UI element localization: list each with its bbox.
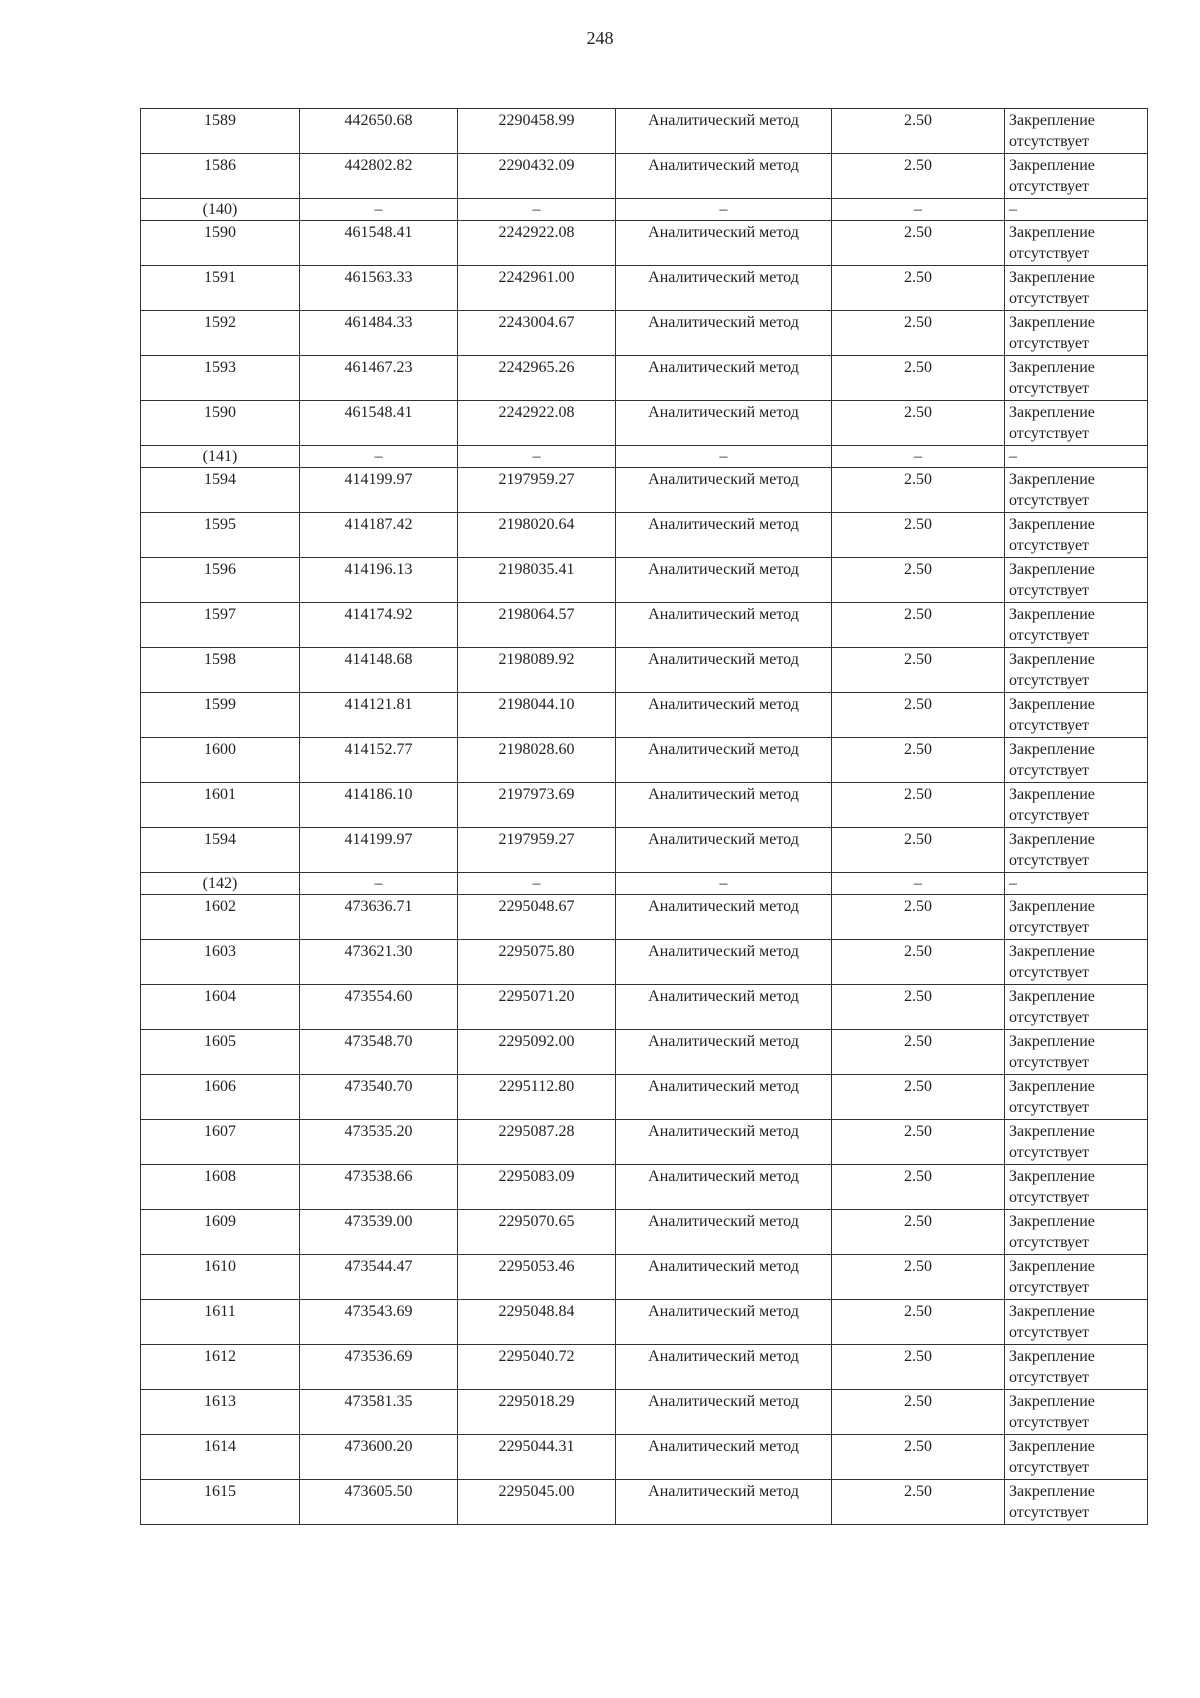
cell-point-number: 1605	[141, 1030, 300, 1075]
page-number: 248	[586, 28, 614, 48]
cell-accuracy: 2.50	[832, 648, 1005, 693]
table-row	[141, 558, 1148, 603]
cell-point-number: 1604	[141, 985, 300, 1030]
cell-point-number: 1606	[141, 1075, 300, 1120]
cell-y-coordinate: 2243004.67	[458, 311, 616, 356]
cell-point-number: 1589	[141, 109, 300, 154]
cell-y-coordinate: 2197959.27	[458, 828, 616, 873]
cell-accuracy: 2.50	[832, 311, 1005, 356]
table-row	[141, 109, 1148, 154]
cell-accuracy: 2.50	[832, 1480, 1005, 1525]
table-row	[141, 693, 1148, 738]
cell-point-number: 1591	[141, 266, 300, 311]
cell-fixing: Закрепление отсутствует	[1005, 221, 1148, 266]
cell-fixing: Закрепление отсутствует	[1005, 311, 1148, 356]
cell-accuracy: 2.50	[832, 1345, 1005, 1390]
cell-fixing: Закрепление отсутствует	[1005, 1120, 1148, 1165]
cell-x-coordinate: –	[300, 199, 458, 221]
cell-method: Аналитический метод	[616, 221, 832, 266]
cell-x-coordinate: 414187.42	[300, 513, 458, 558]
cell-x-coordinate: 442802.82	[300, 154, 458, 199]
cell-fixing: –	[1005, 446, 1148, 468]
cell-point-number: 1615	[141, 1480, 300, 1525]
cell-method: Аналитический метод	[616, 558, 832, 603]
cell-accuracy: 2.50	[832, 513, 1005, 558]
cell-fixing: Закрепление отсутствует	[1005, 109, 1148, 154]
cell-point-number: 1594	[141, 468, 300, 513]
cell-y-coordinate: 2295048.84	[458, 1300, 616, 1345]
cell-point-number: 1610	[141, 1255, 300, 1300]
cell-point-number: 1596	[141, 558, 300, 603]
cell-x-coordinate: 473636.71	[300, 895, 458, 940]
cell-x-coordinate: 414199.97	[300, 828, 458, 873]
table-row	[141, 1480, 1148, 1525]
cell-x-coordinate: 442650.68	[300, 109, 458, 154]
cell-fixing: Закрепление отсутствует	[1005, 1480, 1148, 1525]
table-row	[141, 828, 1148, 873]
cell-method: Аналитический метод	[616, 1030, 832, 1075]
cell-x-coordinate: 414148.68	[300, 648, 458, 693]
cell-y-coordinate: –	[458, 446, 616, 468]
cell-x-coordinate: 473544.47	[300, 1255, 458, 1300]
cell-x-coordinate: 473539.00	[300, 1210, 458, 1255]
cell-method: Аналитический метод	[616, 693, 832, 738]
cell-y-coordinate: 2242922.08	[458, 221, 616, 266]
cell-method: Аналитический метод	[616, 1165, 832, 1210]
cell-fixing: Закрепление отсутствует	[1005, 1345, 1148, 1390]
cell-accuracy: 2.50	[832, 1255, 1005, 1300]
cell-point-number: 1614	[141, 1435, 300, 1480]
cell-accuracy: 2.50	[832, 1030, 1005, 1075]
cell-fixing: –	[1005, 199, 1148, 221]
cell-method: –	[616, 446, 832, 468]
cell-method: Аналитический метод	[616, 513, 832, 558]
cell-x-coordinate: –	[300, 873, 458, 895]
cell-fixing: Закрепление отсутствует	[1005, 693, 1148, 738]
cell-y-coordinate: 2295048.67	[458, 895, 616, 940]
table-row	[141, 356, 1148, 401]
table-row	[141, 1120, 1148, 1165]
cell-fixing: Закрепление отсутствует	[1005, 895, 1148, 940]
cell-fixing: Закрепление отсутствует	[1005, 1255, 1148, 1300]
cell-y-coordinate: 2295045.00	[458, 1480, 616, 1525]
cell-accuracy: 2.50	[832, 603, 1005, 648]
cell-fixing: Закрепление отсутствует	[1005, 985, 1148, 1030]
cell-method: Аналитический метод	[616, 1120, 832, 1165]
cell-method: Аналитический метод	[616, 154, 832, 199]
cell-fixing: Закрепление отсутствует	[1005, 154, 1148, 199]
cell-y-coordinate: –	[458, 873, 616, 895]
cell-method: Аналитический метод	[616, 311, 832, 356]
cell-y-coordinate: 2295087.28	[458, 1120, 616, 1165]
cell-method: Аналитический метод	[616, 1210, 832, 1255]
cell-accuracy: 2.50	[832, 1075, 1005, 1120]
cell-point-number: 1602	[141, 895, 300, 940]
cell-y-coordinate: 2290458.99	[458, 109, 616, 154]
cell-point-number: 1594	[141, 828, 300, 873]
cell-x-coordinate: 414196.13	[300, 558, 458, 603]
cell-fixing: Закрепление отсутствует	[1005, 1030, 1148, 1075]
cell-point-number: 1592	[141, 311, 300, 356]
table-row	[141, 1435, 1148, 1480]
cell-accuracy: 2.50	[832, 1120, 1005, 1165]
cell-y-coordinate: 2198035.41	[458, 558, 616, 603]
cell-accuracy: 2.50	[832, 356, 1005, 401]
cell-x-coordinate: 473540.70	[300, 1075, 458, 1120]
table-row	[141, 1300, 1148, 1345]
cell-y-coordinate: 2197959.27	[458, 468, 616, 513]
table-row	[141, 401, 1148, 446]
cell-x-coordinate: 473536.69	[300, 1345, 458, 1390]
cell-y-coordinate: 2295070.65	[458, 1210, 616, 1255]
cell-point-number: 1608	[141, 1165, 300, 1210]
cell-y-coordinate: 2295083.09	[458, 1165, 616, 1210]
cell-accuracy: 2.50	[832, 154, 1005, 199]
cell-accuracy: 2.50	[832, 401, 1005, 446]
cell-fixing: Закрепление отсутствует	[1005, 1165, 1148, 1210]
cell-method: Аналитический метод	[616, 895, 832, 940]
cell-y-coordinate: 2242961.00	[458, 266, 616, 311]
contour-separator-row	[141, 873, 1148, 895]
table-row	[141, 985, 1148, 1030]
cell-point-number: 1600	[141, 738, 300, 783]
cell-fixing: Закрепление отсутствует	[1005, 401, 1148, 446]
cell-accuracy: –	[832, 446, 1005, 468]
cell-x-coordinate: 461467.23	[300, 356, 458, 401]
cell-accuracy: 2.50	[832, 468, 1005, 513]
cell-x-coordinate: 473621.30	[300, 940, 458, 985]
cell-method: Аналитический метод	[616, 401, 832, 446]
cell-accuracy: 2.50	[832, 109, 1005, 154]
cell-method: –	[616, 199, 832, 221]
cell-accuracy: 2.50	[832, 1390, 1005, 1435]
cell-y-coordinate: 2198028.60	[458, 738, 616, 783]
cell-accuracy: 2.50	[832, 985, 1005, 1030]
cell-accuracy: 2.50	[832, 1210, 1005, 1255]
cell-x-coordinate: 461548.41	[300, 401, 458, 446]
cell-point-number: 1611	[141, 1300, 300, 1345]
cell-accuracy: 2.50	[832, 693, 1005, 738]
cell-x-coordinate: 461548.41	[300, 221, 458, 266]
cell-y-coordinate: 2295040.72	[458, 1345, 616, 1390]
cell-x-coordinate: 414186.10	[300, 783, 458, 828]
cell-accuracy: 2.50	[832, 895, 1005, 940]
cell-fixing: Закрепление отсутствует	[1005, 356, 1148, 401]
cell-y-coordinate: 2295112.80	[458, 1075, 616, 1120]
cell-method: Аналитический метод	[616, 828, 832, 873]
table-row	[141, 468, 1148, 513]
cell-fixing: Закрепление отсутствует	[1005, 1075, 1148, 1120]
cell-point-number: 1586	[141, 154, 300, 199]
table-row	[141, 266, 1148, 311]
cell-method: –	[616, 873, 832, 895]
cell-y-coordinate: 2290432.09	[458, 154, 616, 199]
cell-point-number: 1603	[141, 940, 300, 985]
cell-y-coordinate: 2198044.10	[458, 693, 616, 738]
cell-accuracy: –	[832, 199, 1005, 221]
cell-y-coordinate: 2198020.64	[458, 513, 616, 558]
cell-x-coordinate: 461484.33	[300, 311, 458, 356]
cell-x-coordinate: 473581.35	[300, 1390, 458, 1435]
table-row	[141, 648, 1148, 693]
cell-x-coordinate: 414199.97	[300, 468, 458, 513]
cell-method: Аналитический метод	[616, 356, 832, 401]
cell-point-number: 1593	[141, 356, 300, 401]
cell-y-coordinate: 2198089.92	[458, 648, 616, 693]
cell-point-number: 1597	[141, 603, 300, 648]
cell-x-coordinate: 473535.20	[300, 1120, 458, 1165]
cell-fixing: Закрепление отсутствует	[1005, 1390, 1148, 1435]
table-row	[141, 311, 1148, 356]
cell-y-coordinate: 2295092.00	[458, 1030, 616, 1075]
cell-fixing: Закрепление отсутствует	[1005, 558, 1148, 603]
cell-method: Аналитический метод	[616, 266, 832, 311]
cell-method: Аналитический метод	[616, 1435, 832, 1480]
cell-x-coordinate: –	[300, 446, 458, 468]
table-row	[141, 1390, 1148, 1435]
cell-x-coordinate: 473605.50	[300, 1480, 458, 1525]
cell-point-number: 1607	[141, 1120, 300, 1165]
cell-y-coordinate: 2295071.20	[458, 985, 616, 1030]
cell-accuracy: 2.50	[832, 266, 1005, 311]
table-row	[141, 603, 1148, 648]
cell-fixing: Закрепление отсутствует	[1005, 940, 1148, 985]
table-row	[141, 1255, 1148, 1300]
cell-point-number: 1590	[141, 401, 300, 446]
cell-y-coordinate: 2295075.80	[458, 940, 616, 985]
cell-point-number: 1601	[141, 783, 300, 828]
cell-point-number: 1598	[141, 648, 300, 693]
cell-fixing: Закрепление отсутствует	[1005, 1300, 1148, 1345]
table-row	[141, 154, 1148, 199]
cell-accuracy: 2.50	[832, 558, 1005, 603]
cell-method: Аналитический метод	[616, 940, 832, 985]
cell-x-coordinate: 414174.92	[300, 603, 458, 648]
cell-accuracy: –	[832, 873, 1005, 895]
cell-y-coordinate: –	[458, 199, 616, 221]
cell-x-coordinate: 461563.33	[300, 266, 458, 311]
contour-separator-row	[141, 199, 1148, 221]
cell-x-coordinate: 414121.81	[300, 693, 458, 738]
contour-separator-row	[141, 446, 1148, 468]
cell-method: Аналитический метод	[616, 648, 832, 693]
cell-fixing: Закрепление отсутствует	[1005, 266, 1148, 311]
cell-point-number: (142)	[141, 873, 300, 895]
cell-y-coordinate: 2295018.29	[458, 1390, 616, 1435]
cell-x-coordinate: 473554.60	[300, 985, 458, 1030]
cell-point-number: 1609	[141, 1210, 300, 1255]
cell-y-coordinate: 2295053.46	[458, 1255, 616, 1300]
table-row	[141, 783, 1148, 828]
cell-point-number: (140)	[141, 199, 300, 221]
cell-accuracy: 2.50	[832, 738, 1005, 783]
cell-method: Аналитический метод	[616, 1345, 832, 1390]
table-row	[141, 513, 1148, 558]
cell-x-coordinate: 473538.66	[300, 1165, 458, 1210]
cell-y-coordinate: 2198064.57	[458, 603, 616, 648]
cell-accuracy: 2.50	[832, 940, 1005, 985]
cell-y-coordinate: 2197973.69	[458, 783, 616, 828]
cell-method: Аналитический метод	[616, 985, 832, 1030]
cell-method: Аналитический метод	[616, 783, 832, 828]
cell-method: Аналитический метод	[616, 1390, 832, 1435]
cell-method: Аналитический метод	[616, 1480, 832, 1525]
table-row	[141, 221, 1148, 266]
table-body	[141, 109, 1148, 1525]
cell-x-coordinate: 473543.69	[300, 1300, 458, 1345]
cell-point-number: 1595	[141, 513, 300, 558]
cell-fixing: –	[1005, 873, 1148, 895]
table-row	[141, 1165, 1148, 1210]
table-row	[141, 895, 1148, 940]
cell-fixing: Закрепление отсутствует	[1005, 603, 1148, 648]
cell-accuracy: 2.50	[832, 1300, 1005, 1345]
cell-fixing: Закрепление отсутствует	[1005, 1210, 1148, 1255]
cell-accuracy: 2.50	[832, 783, 1005, 828]
cell-fixing: Закрепление отсутствует	[1005, 648, 1148, 693]
cell-x-coordinate: 473548.70	[300, 1030, 458, 1075]
cell-point-number: 1612	[141, 1345, 300, 1390]
cell-accuracy: 2.50	[832, 221, 1005, 266]
cell-fixing: Закрепление отсутствует	[1005, 738, 1148, 783]
cell-method: Аналитический метод	[616, 1255, 832, 1300]
cell-method: Аналитический метод	[616, 1300, 832, 1345]
cell-method: Аналитический метод	[616, 738, 832, 783]
cell-point-number: 1590	[141, 221, 300, 266]
table-row	[141, 1075, 1148, 1120]
table-row	[141, 738, 1148, 783]
cell-x-coordinate: 414152.77	[300, 738, 458, 783]
cell-y-coordinate: 2242922.08	[458, 401, 616, 446]
cell-point-number: (141)	[141, 446, 300, 468]
cell-fixing: Закрепление отсутствует	[1005, 1435, 1148, 1480]
cell-accuracy: 2.50	[832, 828, 1005, 873]
cell-point-number: 1613	[141, 1390, 300, 1435]
table-row	[141, 940, 1148, 985]
cell-accuracy: 2.50	[832, 1435, 1005, 1480]
cell-fixing: Закрепление отсутствует	[1005, 828, 1148, 873]
cell-method: Аналитический метод	[616, 109, 832, 154]
table-row	[141, 1030, 1148, 1075]
table-row	[141, 1210, 1148, 1255]
cell-method: Аналитический метод	[616, 603, 832, 648]
cell-x-coordinate: 473600.20	[300, 1435, 458, 1480]
cell-fixing: Закрепление отсутствует	[1005, 513, 1148, 558]
cell-method: Аналитический метод	[616, 1075, 832, 1120]
table-row	[141, 1345, 1148, 1390]
cell-method: Аналитический метод	[616, 468, 832, 513]
cell-y-coordinate: 2295044.31	[458, 1435, 616, 1480]
cell-accuracy: 2.50	[832, 1165, 1005, 1210]
cell-y-coordinate: 2242965.26	[458, 356, 616, 401]
cell-fixing: Закрепление отсутствует	[1005, 783, 1148, 828]
cell-point-number: 1599	[141, 693, 300, 738]
cell-fixing: Закрепление отсутствует	[1005, 468, 1148, 513]
coordinates-table	[140, 108, 1148, 1525]
